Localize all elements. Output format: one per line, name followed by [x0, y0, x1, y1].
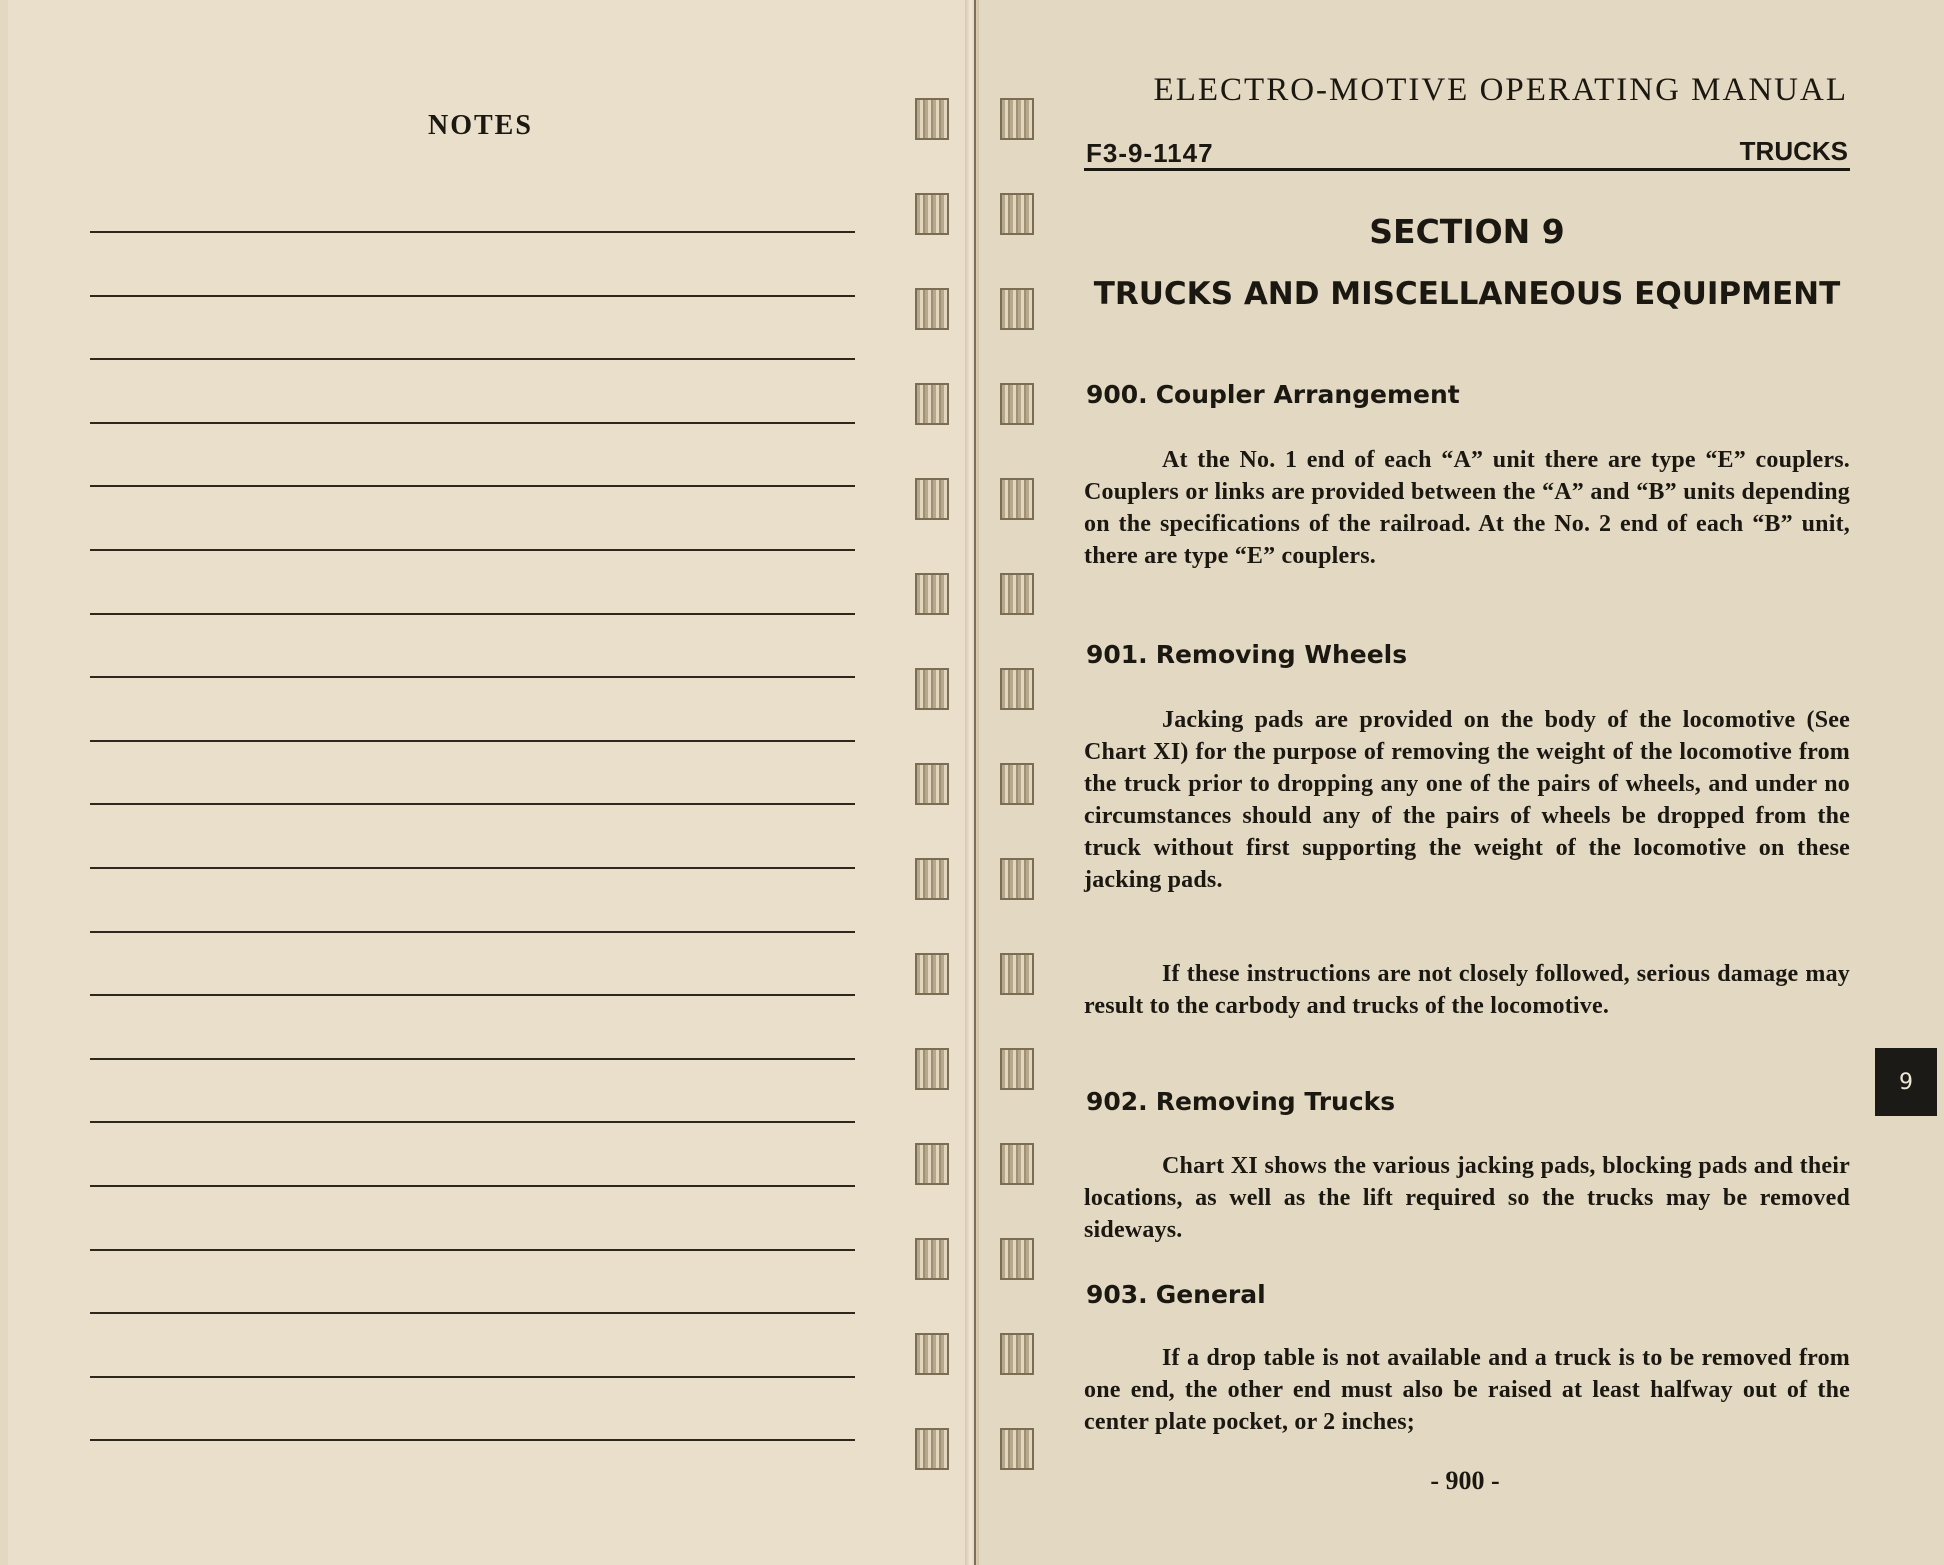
- paragraph-body-903: If a drop table is not available and a truck is to be removed from one end, the other end must also be raised at least halfway out of the center plate pocket, or 2 inches;: [1084, 1345, 1850, 1435]
- note-line: [90, 549, 855, 551]
- paragraph-body-902: Chart XI shows the various jacking pads, blocking pads and their locations, as well as the lift required so the trucks may be removed sideways.: [1084, 1153, 1850, 1243]
- binding-hole: [915, 1048, 949, 1090]
- binding-hole: [915, 193, 949, 235]
- page-number: - 900 -: [1430, 1466, 1500, 1495]
- note-line: [90, 676, 855, 678]
- binding-hole: [915, 953, 949, 995]
- paragraph-body-901: Jacking pads are provided on the body of the locomotive (See Chart XI) for the purpose of removing the weight of the locomotive from the truck prior to dropping any one of the pairs of wheels, and under no circumstances should any of the pairs of wheels be dropped from the truck without first supporting the weight of the locomotive on these jacking pads.: [1084, 707, 1850, 893]
- note-line: [90, 1312, 855, 1314]
- paragraph-number: 903.: [1086, 1280, 1148, 1309]
- binding-hole: [1000, 478, 1034, 520]
- paragraph-title: Coupler Arrangement: [1155, 380, 1460, 409]
- binding-hole: [1000, 98, 1034, 140]
- paragraph-heading-902: [1086, 1087, 1395, 1117]
- binding-hole: [1000, 763, 1034, 805]
- note-line: [90, 740, 855, 742]
- binding-hole: [915, 763, 949, 805]
- binding-hole: [1000, 1333, 1034, 1375]
- binding-hole: [1000, 383, 1034, 425]
- binding-hole: [915, 383, 949, 425]
- paragraph-number: 901.: [1086, 640, 1148, 669]
- binding-hole: [1000, 1428, 1034, 1470]
- note-line: [90, 295, 855, 297]
- binding-hole: [915, 573, 949, 615]
- binding-hole: [1000, 858, 1034, 900]
- binding-hole: [1000, 573, 1034, 615]
- note-line: [90, 231, 855, 233]
- paragraph-title: Removing Trucks: [1155, 1087, 1396, 1116]
- binding-hole: [1000, 668, 1034, 710]
- note-line: [90, 867, 855, 869]
- paragraph-body-901-warning: If these instructions are not closely followed, serious damage may result to the carbody and trucks of the locomotive.: [1084, 961, 1850, 1019]
- binding-hole: [1000, 288, 1034, 330]
- binding-hole: [1000, 953, 1034, 995]
- gutter: [965, 0, 979, 1565]
- paragraph-title: Removing Wheels: [1155, 640, 1408, 669]
- manual-title: ELECTRO-MOTIVE OPERATING MANUAL: [1153, 72, 1848, 108]
- note-line: [90, 358, 855, 360]
- binding-hole: [1000, 193, 1034, 235]
- paragraph-heading-901: [1086, 640, 1407, 670]
- left-page: [8, 0, 973, 1565]
- note-line: [90, 1121, 855, 1123]
- paragraph-number: 900.: [1086, 380, 1148, 409]
- paragraph-number: 902.: [1086, 1087, 1148, 1116]
- paragraph-body-900: At the No. 1 end of each “A” unit there are type “E” couplers. Couplers or links are provided between the “A” and “B” units depending on the specifications of the railroad. At the No. 2 end of each “B” unit, there are type “E” couplers.: [1084, 447, 1850, 569]
- note-line: [90, 1439, 855, 1441]
- note-line: [90, 613, 855, 615]
- binding-hole: [915, 668, 949, 710]
- binding-hole: [915, 1333, 949, 1375]
- note-line: [90, 1058, 855, 1060]
- note-line: [90, 994, 855, 996]
- binding-hole: [915, 1428, 949, 1470]
- spine-line: [974, 0, 976, 1565]
- section-name: TRUCKS AND MISCELLANEOUS EQUIPMENT: [1093, 276, 1841, 312]
- note-line: [90, 1376, 855, 1378]
- note-line: [90, 1249, 855, 1251]
- binding-hole: [1000, 1048, 1034, 1090]
- note-line: [90, 1185, 855, 1187]
- binding-hole: [915, 858, 949, 900]
- binding-hole: [915, 98, 949, 140]
- binding-hole: [1000, 1143, 1034, 1185]
- paragraph-heading-900: [1086, 380, 1460, 410]
- binding-holes-right: [1000, 0, 1040, 1565]
- paragraph-heading-903: [1086, 1280, 1266, 1310]
- notes-title: NOTES: [428, 110, 533, 141]
- note-line: [90, 931, 855, 933]
- header-rule: [1084, 168, 1850, 171]
- binding-hole: [915, 1143, 949, 1185]
- binding-hole: [915, 288, 949, 330]
- header-topic: TRUCKS: [1739, 136, 1848, 166]
- note-line: [90, 485, 855, 487]
- paragraph-title: General: [1155, 1280, 1266, 1309]
- section-tab: 9: [1875, 1048, 1937, 1116]
- binding-holes-left: [915, 0, 955, 1565]
- note-line: [90, 803, 855, 805]
- section-number: SECTION 9: [1369, 212, 1565, 251]
- note-line: [90, 422, 855, 424]
- model-code: F3-9-1147: [1086, 138, 1214, 168]
- binding-hole: [915, 478, 949, 520]
- binding-hole: [1000, 1238, 1034, 1280]
- binding-hole: [915, 1238, 949, 1280]
